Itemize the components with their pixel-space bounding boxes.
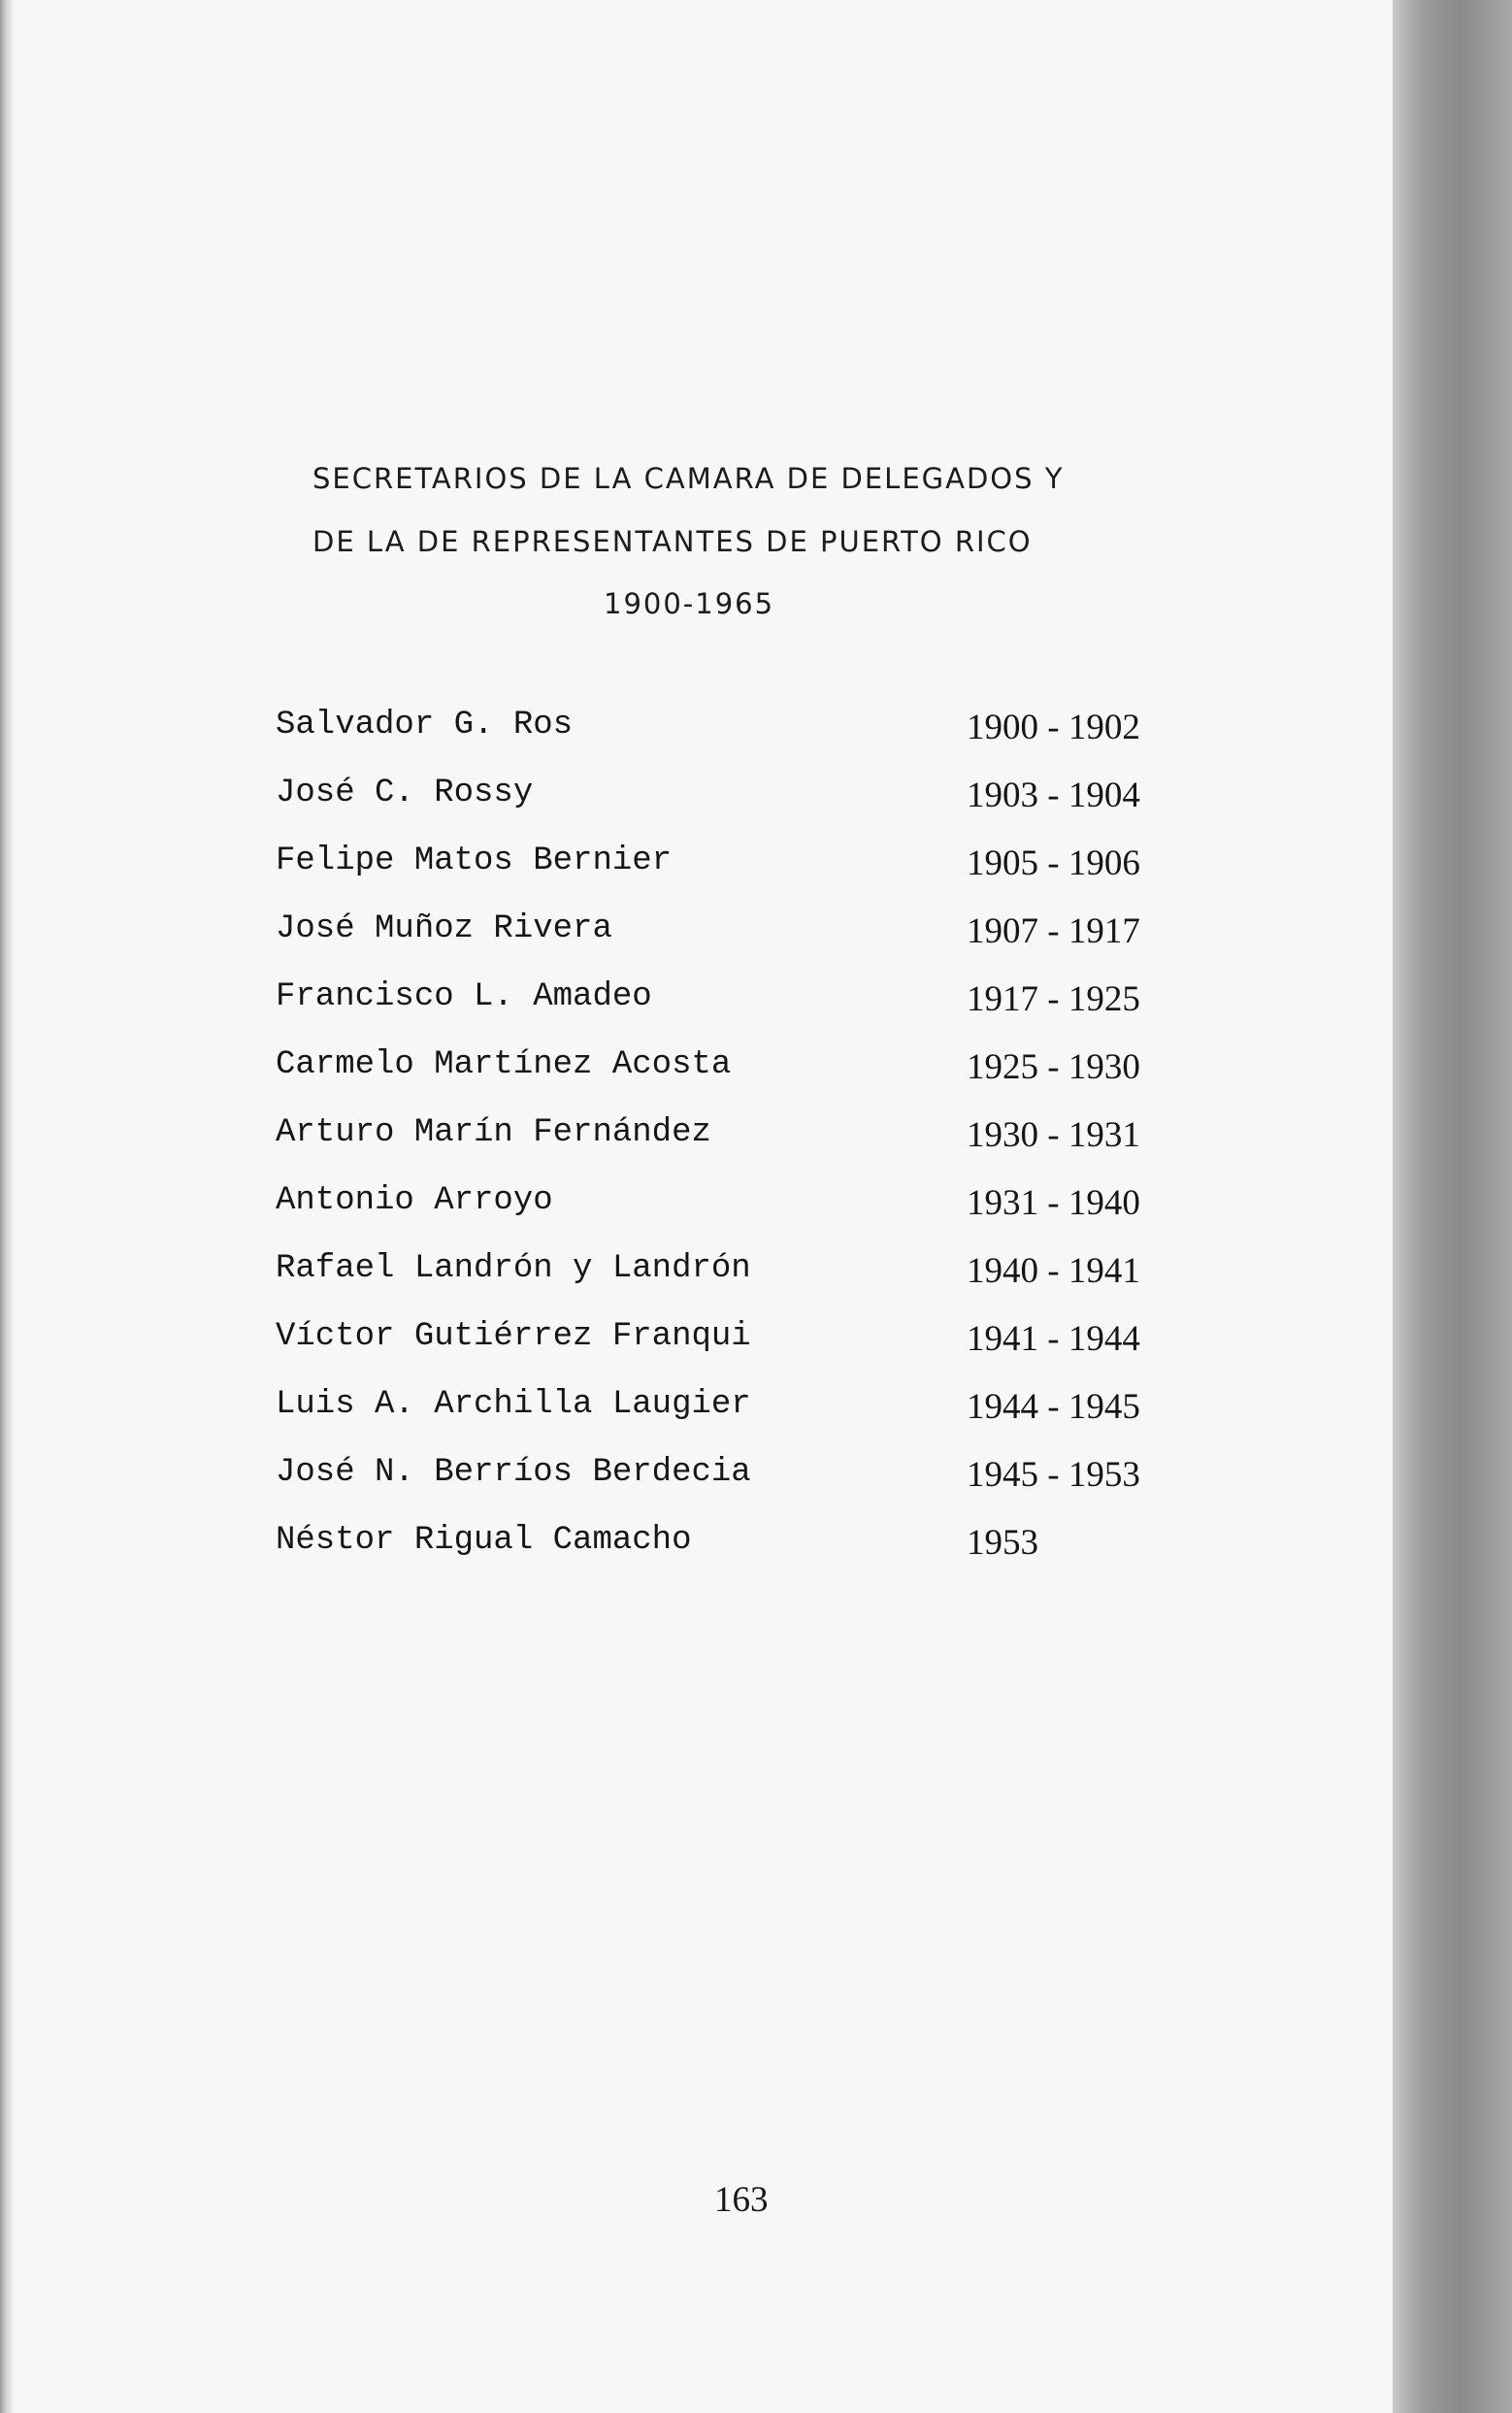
secretary-years: 1940 - 1941 xyxy=(967,1251,1140,1291)
secretary-years: 1905 - 1906 xyxy=(967,843,1140,883)
list-item xyxy=(276,843,1198,910)
list-item xyxy=(276,775,1198,843)
secretary-name: Arturo Marín Fernández xyxy=(276,1114,711,1151)
binding-shadow xyxy=(1393,0,1512,2413)
secretary-name: Salvador G. Ros xyxy=(276,707,574,744)
secretary-name: Francisco L. Amadeo xyxy=(276,978,652,1015)
secretary-name: Rafael Landrón y Landrón xyxy=(276,1250,751,1287)
secretary-name: Néstor Rigual Camacho xyxy=(276,1522,692,1559)
secretary-name: Carmelo Martínez Acosta xyxy=(276,1046,732,1083)
secretary-name: José N. Berríos Berdecia xyxy=(276,1454,751,1491)
secretary-years: 1917 - 1925 xyxy=(967,979,1140,1019)
secretary-name: Luis A. Archilla Laugier xyxy=(276,1386,751,1423)
secretary-years: 1900 - 1902 xyxy=(967,708,1140,747)
title-line-2: DE LA DE REPRESENTANTES DE PUERTO RICO xyxy=(312,525,1033,558)
list-item xyxy=(276,1318,1198,1386)
list-item xyxy=(276,1386,1198,1454)
secretary-name: José C. Rossy xyxy=(276,775,534,811)
title-period: 1900-1965 xyxy=(604,587,775,620)
list-item xyxy=(276,1250,1198,1318)
page-number: 163 xyxy=(714,2180,769,2220)
list-item xyxy=(276,978,1198,1046)
list-item xyxy=(276,1114,1198,1182)
secretary-years: 1953 xyxy=(967,1523,1038,1563)
secretary-years: 1907 - 1917 xyxy=(967,911,1140,951)
secretary-years: 1931 - 1940 xyxy=(967,1183,1140,1223)
secretary-years: 1930 - 1931 xyxy=(967,1115,1140,1155)
list-item xyxy=(276,1046,1198,1114)
list-item xyxy=(276,707,1198,775)
secretaries-list xyxy=(276,707,1198,1590)
list-item xyxy=(276,1182,1198,1250)
secretary-years: 1925 - 1930 xyxy=(967,1047,1140,1087)
secretary-name: Víctor Gutiérrez Franqui xyxy=(276,1318,751,1355)
page-left-edge xyxy=(0,0,14,2413)
secretary-years: 1903 - 1904 xyxy=(967,776,1140,815)
secretary-years: 1941 - 1944 xyxy=(967,1319,1140,1359)
secretary-years: 1945 - 1953 xyxy=(967,1455,1140,1495)
title-line-1: SECRETARIOS DE LA CAMARA DE DELEGADOS Y xyxy=(312,462,1065,495)
list-item xyxy=(276,910,1198,978)
secretary-years: 1944 - 1945 xyxy=(967,1387,1140,1427)
secretary-name: Antonio Arroyo xyxy=(276,1182,553,1219)
secretary-name: José Muñoz Rivera xyxy=(276,910,612,947)
list-item xyxy=(276,1522,1198,1590)
list-item xyxy=(276,1454,1198,1522)
secretary-name: Felipe Matos Bernier xyxy=(276,843,673,879)
